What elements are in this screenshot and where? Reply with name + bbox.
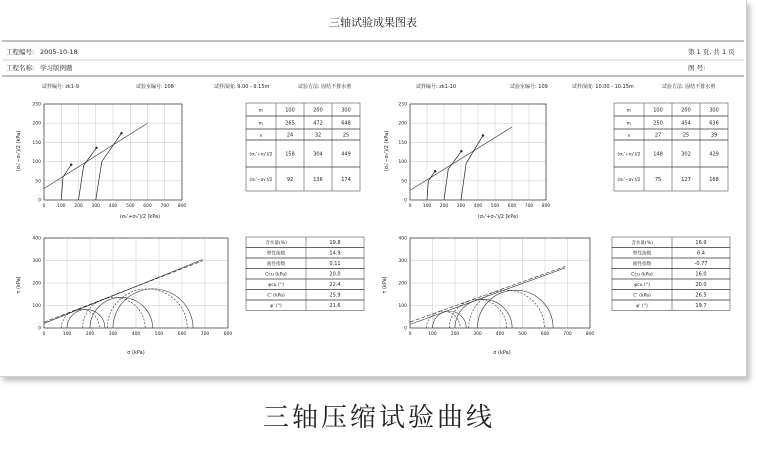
- y-tick-label: 150: [398, 140, 407, 146]
- parameter-table-2: [612, 237, 730, 311]
- param-label: φ' (°): [636, 304, 648, 310]
- table-cell: 27: [654, 132, 662, 139]
- x-tick-label: 300: [108, 332, 118, 337]
- stress-path: [61, 165, 71, 200]
- table-cell: 148: [653, 151, 663, 158]
- x-tick-label: 100: [428, 332, 437, 337]
- sample-depth: 试样深度: 9.00 - 9.15m: [214, 84, 270, 90]
- effective-stress-envelope: [44, 261, 203, 322]
- y-tick-label: 150: [32, 140, 41, 146]
- y-tick-label: 0: [38, 198, 41, 204]
- table-cell: 158: [285, 151, 295, 158]
- x-tick-label: 200: [439, 204, 449, 209]
- x-tick-label: 0: [42, 204, 46, 209]
- lab-no: 试验室编号: 108: [136, 84, 174, 90]
- param-row: [612, 279, 730, 290]
- x-tick-label: 800: [541, 204, 551, 209]
- param-value: 0.11: [329, 261, 341, 268]
- table-cell: 100: [653, 107, 663, 114]
- stress-table-2: [614, 103, 728, 191]
- mohr-plot-area: [410, 266, 565, 328]
- mohr-circle-chart-2: [382, 236, 594, 357]
- table-cell: 300: [341, 107, 351, 114]
- param-label: C' (kPa): [633, 293, 651, 299]
- row-label: σ₁: [626, 121, 632, 127]
- mohr-circle-effective: [469, 290, 545, 328]
- param-value: 21.6: [329, 303, 341, 310]
- param-row: [246, 269, 364, 280]
- row-label: (σ₁'+σ₃')/2: [249, 152, 273, 158]
- x-tick-label: 500: [518, 332, 527, 337]
- x-tick-label: 400: [131, 332, 141, 337]
- test-method: 试验方法: 固结不排水剪: [298, 84, 352, 90]
- x-tick-label: 700: [200, 332, 210, 337]
- stress-path-point: [434, 170, 436, 172]
- table-cell: 449: [341, 151, 351, 158]
- project-no: 2005-10-18: [40, 48, 78, 56]
- y-tick-label: 50: [401, 179, 407, 185]
- x-tick-label: 200: [85, 332, 95, 337]
- param-row: [612, 248, 730, 259]
- x-tick-label: 400: [473, 204, 483, 209]
- x-tick-label: 100: [62, 332, 72, 337]
- project-name-label: 工程名称:: [6, 64, 35, 72]
- x-tick-label: 300: [456, 204, 466, 209]
- y-axis-label: (σ₁'−σ₃')/2 (kPa): [16, 130, 22, 172]
- param-value: 25.9: [329, 292, 341, 299]
- param-value: 16.9: [695, 240, 707, 247]
- param-row: [612, 258, 730, 269]
- y-tick-label: 100: [32, 304, 41, 309]
- parameter-table-1: [246, 237, 364, 311]
- param-value: 16.0: [695, 271, 707, 278]
- y-tick-label: 100: [32, 160, 41, 166]
- table-cell: 92: [286, 176, 294, 183]
- table-cell: 429: [709, 151, 719, 158]
- y-tick-label: 50: [35, 179, 41, 185]
- x-tick-label: 600: [143, 204, 152, 209]
- stress-path: [79, 148, 97, 200]
- x-tick-label: 700: [563, 332, 572, 337]
- y-tick-label: 100: [398, 160, 407, 166]
- param-label: φ' (°): [270, 304, 282, 310]
- stress-path: [444, 151, 461, 200]
- row-label: σ₁: [258, 121, 264, 127]
- x-axis-label: (σ₁'+σ₃')/2 (kPa): [119, 214, 161, 220]
- x-tick-label: 800: [223, 332, 233, 337]
- mohr-circle-total: [455, 299, 512, 328]
- table-cell: 100: [285, 107, 295, 114]
- project-no-label: 工程编号:: [6, 48, 35, 56]
- y-tick-label: 400: [32, 236, 41, 242]
- sample-depth: 试样深度: 10.00 - 10.15m: [572, 84, 634, 90]
- y-tick-label: 0: [404, 198, 407, 204]
- x-tick-label: 500: [490, 204, 500, 209]
- param-label: φcu (°): [268, 283, 284, 289]
- sample-panel-1: [16, 83, 364, 356]
- y-tick-label: 200: [32, 121, 41, 127]
- x-tick-label: 300: [473, 332, 482, 337]
- mohr-circle-effective: [107, 289, 187, 328]
- param-label: 液性指数: [632, 262, 652, 268]
- table-cell: 265: [285, 120, 295, 127]
- param-label: Ccu (kPa): [631, 272, 653, 278]
- x-tick-label: 0: [42, 332, 46, 337]
- y-tick-label: 200: [398, 281, 407, 287]
- param-value: 19.7: [695, 303, 707, 310]
- table-cell: 136: [313, 176, 323, 183]
- mohr-plot-area: [44, 260, 203, 328]
- param-row: [246, 248, 364, 259]
- y-tick-label: 0: [404, 326, 407, 332]
- table-cell: 75: [654, 176, 662, 183]
- param-value: 6.4: [697, 250, 705, 257]
- x-axis-label: σ (kPa): [127, 350, 145, 356]
- param-value: 19.8: [329, 240, 341, 247]
- x-tick-label: 400: [108, 204, 118, 209]
- sample-panel-2: [382, 83, 730, 356]
- row-label: (σ₁'−σ₃')/2: [617, 177, 641, 183]
- y-tick-label: 250: [32, 102, 41, 108]
- x-axis-label: σ (kPa): [493, 350, 511, 356]
- param-row: [612, 237, 730, 248]
- x-tick-label: 500: [154, 332, 164, 337]
- table-cell: 304: [313, 151, 323, 158]
- x-tick-label: 700: [524, 204, 534, 209]
- table-cell: 25: [682, 132, 690, 139]
- y-tick-label: 300: [32, 259, 41, 264]
- param-value: 20.0: [695, 282, 707, 289]
- y-tick-label: 100: [398, 304, 407, 309]
- mohr-circle-total: [433, 311, 467, 328]
- stress-path: [461, 135, 483, 200]
- sample-no: 试样编号: zk1-10: [416, 84, 457, 90]
- x-tick-label: 100: [422, 204, 432, 209]
- param-value: 26.5: [695, 292, 707, 299]
- x-tick-label: 500: [125, 204, 135, 209]
- param-label: 含水量(%): [631, 241, 653, 247]
- figure-caption: 三轴压缩试验曲线: [262, 403, 495, 433]
- param-row: [246, 290, 364, 301]
- y-tick-label: 200: [32, 281, 41, 287]
- stress-path-point: [70, 163, 72, 165]
- stress-table-1: [246, 103, 360, 191]
- y-tick-label: 200: [398, 121, 407, 127]
- param-label: Ccu (kPa): [265, 272, 287, 278]
- x-tick-label: 100: [56, 204, 66, 209]
- y-axis-label: τ (kPa): [16, 276, 22, 294]
- row-label: (σ₁'−σ₃')/2: [249, 177, 273, 183]
- stress-path: [96, 133, 122, 200]
- table-cell: 250: [653, 120, 663, 127]
- project-name: 学习版例题: [40, 64, 73, 72]
- table-cell: 648: [341, 120, 351, 127]
- x-tick-label: 800: [585, 332, 595, 337]
- y-axis-label: τ (kPa): [382, 276, 388, 294]
- table-cell: 127: [681, 176, 691, 183]
- param-value: 22.4: [329, 282, 341, 289]
- row-label: u: [259, 133, 263, 139]
- y-tick-label: 0: [38, 326, 41, 332]
- table-cell: 25: [342, 132, 350, 139]
- param-row: [612, 290, 730, 301]
- param-label: 液性指数: [266, 262, 286, 268]
- param-row: [612, 269, 730, 280]
- x-tick-label: 300: [91, 204, 101, 209]
- param-label: 塑性指数: [266, 251, 286, 257]
- test-method: 试验方法: 固结不排水剪: [662, 84, 716, 90]
- x-tick-label: 200: [450, 332, 460, 337]
- mohr-circle-total: [90, 297, 153, 328]
- param-value: 20.0: [329, 271, 341, 278]
- x-tick-label: 200: [74, 204, 83, 209]
- param-label: 塑性指数: [632, 251, 652, 257]
- table-cell: 32: [314, 132, 322, 139]
- stress-path-point: [460, 150, 462, 152]
- x-tick-label: 400: [495, 332, 505, 337]
- param-row: [246, 300, 364, 311]
- figure-no: 图 号:: [688, 64, 706, 72]
- mohr-circle-chart-1: [16, 236, 232, 357]
- x-tick-label: 600: [507, 204, 517, 209]
- table-cell: 636: [709, 120, 719, 127]
- param-value: -0.77: [694, 261, 708, 268]
- mohr-circle-total: [113, 289, 193, 328]
- table-cell: 454: [681, 120, 691, 127]
- total-stress-envelope: [410, 268, 565, 325]
- y-tick-label: 300: [398, 259, 407, 264]
- x-tick-label: 800: [177, 204, 187, 209]
- table-cell: 302: [681, 151, 691, 158]
- row-label: u: [627, 133, 631, 139]
- y-axis-label: (σ₁'−σ₃')/2 (kPa): [384, 130, 390, 172]
- stress-path-chart-1: [16, 102, 186, 221]
- param-value: 14.9: [329, 250, 341, 257]
- table-cell: 300: [709, 107, 719, 114]
- report-title: 三轴试验成果图表: [329, 16, 417, 29]
- table-cell: 174: [341, 176, 351, 183]
- effective-stress-envelope: [410, 266, 565, 322]
- x-tick-label: 0: [408, 204, 412, 209]
- param-label: 含水量(%): [265, 241, 287, 247]
- sample-no: 试样编号: zk1-9: [42, 84, 79, 90]
- param-row: [246, 258, 364, 269]
- row-label: (σ₁'+σ₃')/2: [617, 152, 641, 158]
- stress-path-chart-2: [384, 102, 550, 221]
- row-label: σ₃: [626, 108, 632, 114]
- y-tick-label: 250: [398, 102, 407, 108]
- page-info: 第 1 页, 共 1 页: [688, 48, 735, 56]
- table-cell: 200: [681, 107, 691, 114]
- x-tick-label: 600: [540, 332, 550, 337]
- row-label: σ₃: [258, 108, 264, 114]
- table-cell: 39: [710, 132, 718, 139]
- param-label: φcu (°): [634, 283, 650, 289]
- param-label: C' (kPa): [267, 293, 285, 299]
- table-cell: 200: [313, 107, 323, 114]
- x-axis-label: (σ₁'+σ₃')/2 (kPa): [477, 214, 519, 220]
- stress-path-point: [482, 134, 484, 136]
- y-tick-label: 400: [398, 236, 407, 242]
- param-row: [246, 279, 364, 290]
- stress-path-point: [120, 132, 122, 134]
- table-cell: 472: [313, 120, 323, 127]
- x-tick-label: 0: [408, 332, 412, 337]
- x-tick-label: 700: [160, 204, 170, 209]
- param-row: [246, 237, 364, 248]
- table-cell: 24: [286, 132, 294, 139]
- param-row: [612, 300, 730, 311]
- stress-path-point: [95, 147, 97, 149]
- x-tick-label: 600: [177, 332, 187, 337]
- lab-no: 试验室编号: 109: [510, 84, 548, 90]
- table-cell: 168: [709, 176, 719, 183]
